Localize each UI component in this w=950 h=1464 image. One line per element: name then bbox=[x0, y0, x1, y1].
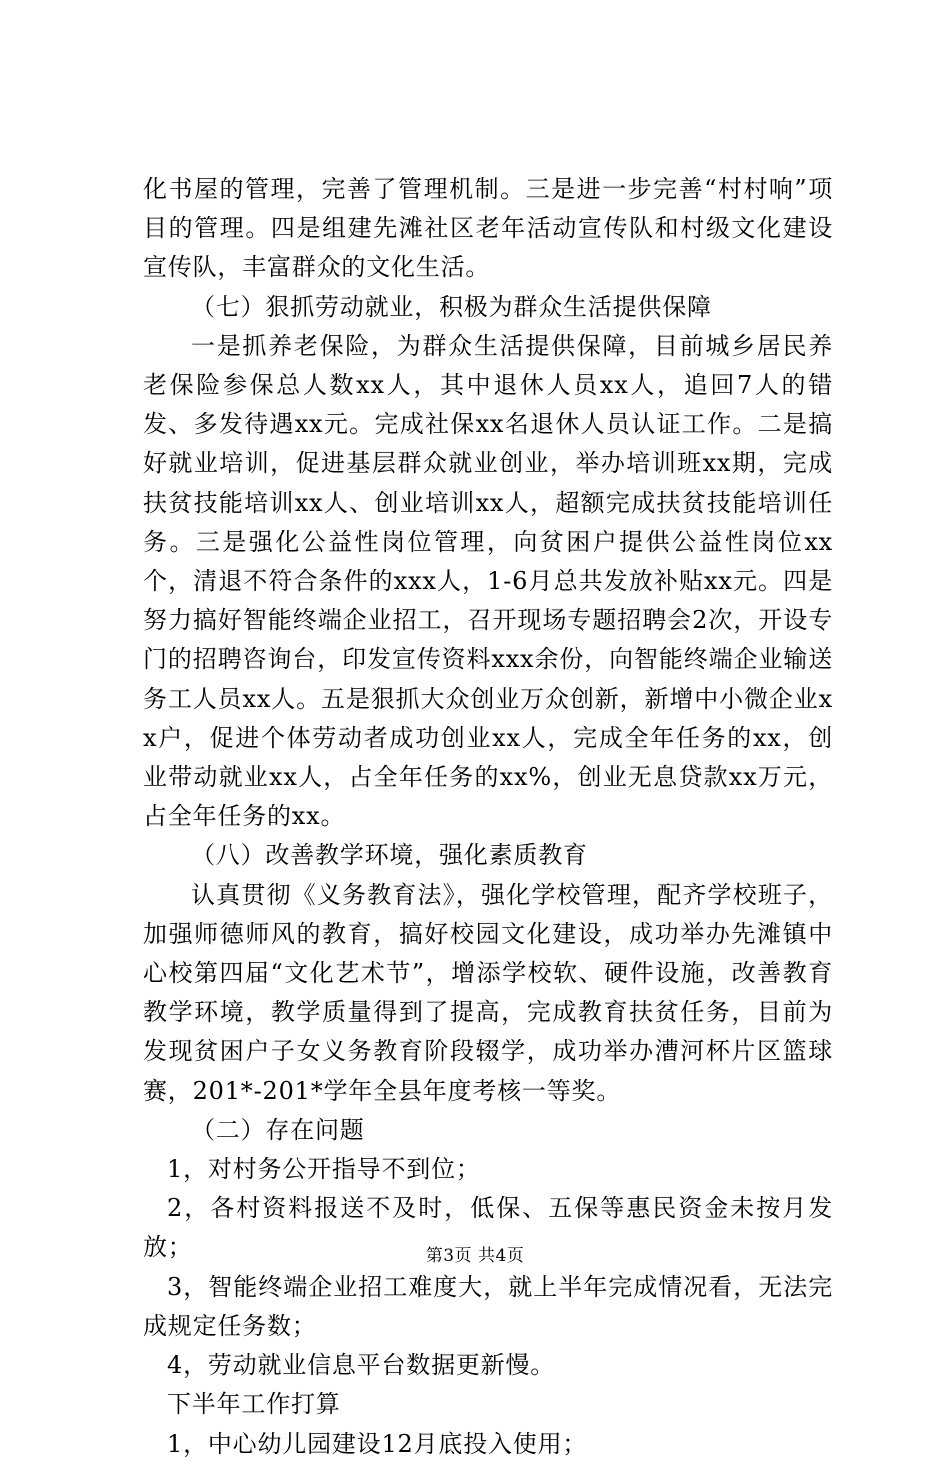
paragraph-education: 认真贯彻《义务教育法》，强化学校管理，配齐学校班子，加强师德师风的教育，搞好校园文化建设，成功举办先滩镇中心校第四届“文化艺术节”，增添学校软、硬件设施，改善教育教学环境，教学质量得到了提高，完成教育扶贫任务，目前为发现贫困户子女义务教育阶段辍学，成功举办漕河杯片区篮球赛，201*-201*学年全县年度考核一等奖。 bbox=[143, 880, 833, 1105]
problem-item-2: 2，各村资料报送不及时，低保、五保等惠民资金未按月发放； bbox=[143, 1194, 833, 1262]
document-body bbox=[143, 170, 833, 1464]
section-heading-employment: （七）狠抓劳动就业，积极为群众生活提供保障 bbox=[191, 292, 712, 321]
page-number-footer: 第3页 共4页 bbox=[425, 1246, 525, 1266]
problem-item-4: 4，劳动就业信息平台数据更新慢。 bbox=[167, 1351, 556, 1380]
section-heading-plan: 下半年工作打算 bbox=[167, 1390, 341, 1419]
section-heading-problems: （二）存在问题 bbox=[191, 1115, 365, 1144]
section-heading-education: （八）改善教学环境，强化素质教育 bbox=[191, 841, 588, 870]
problem-item-3: 3，智能终端企业招工难度大，就上半年完成情况看，无法完成规定任务数； bbox=[143, 1272, 833, 1340]
problem-item-1: 1，对村务公开指导不到位； bbox=[167, 1155, 481, 1184]
plan-item-1: 1，中心幼儿园建设12月底投入使用； bbox=[167, 1429, 588, 1458]
paragraph-culture-continued: 化书屋的管理，完善了管理机制。三是进一步完善“村村响”项目的管理。四是组建先滩社区老年活动宣传队和村级文化建设宣传队，丰富群众的文化生活。 bbox=[143, 175, 833, 282]
paragraph-employment: 一是抓养老保险，为群众生活提供保障，目前城乡居民养老保险参保总人数xx人，其中退休人员xx人，追回7人的错发、多发待遇xx元。完成社保xx名退休人员认证工作。二是搞好就业培训，促进基层群众就业创业，举办培训班xx期，完成扶贫技能培训xx人、创业培训xx人，超额完成扶贫技能培训任务。三是强化公益性岗位管理，向贫困户提供公益性岗位xx个，清退不符合条件的xxx人，1-6月总共发放补贴xx元。四是努力搞好智能终端企业招工，召开现场专题招聘会2次，开设专门的招聘咨询台，印发宣传资料xxx余份，向智能终端企业输送务工人员xx人。五是狠抓大众创业万众创新，新增中小微企业xx户，促进个体劳动者成功创业xx人，完成全年任务的xx，创业带动就业xx人，占全年任务的xx%，创业无息贷款xx万元，占全年任务的xx。 bbox=[143, 331, 833, 831]
